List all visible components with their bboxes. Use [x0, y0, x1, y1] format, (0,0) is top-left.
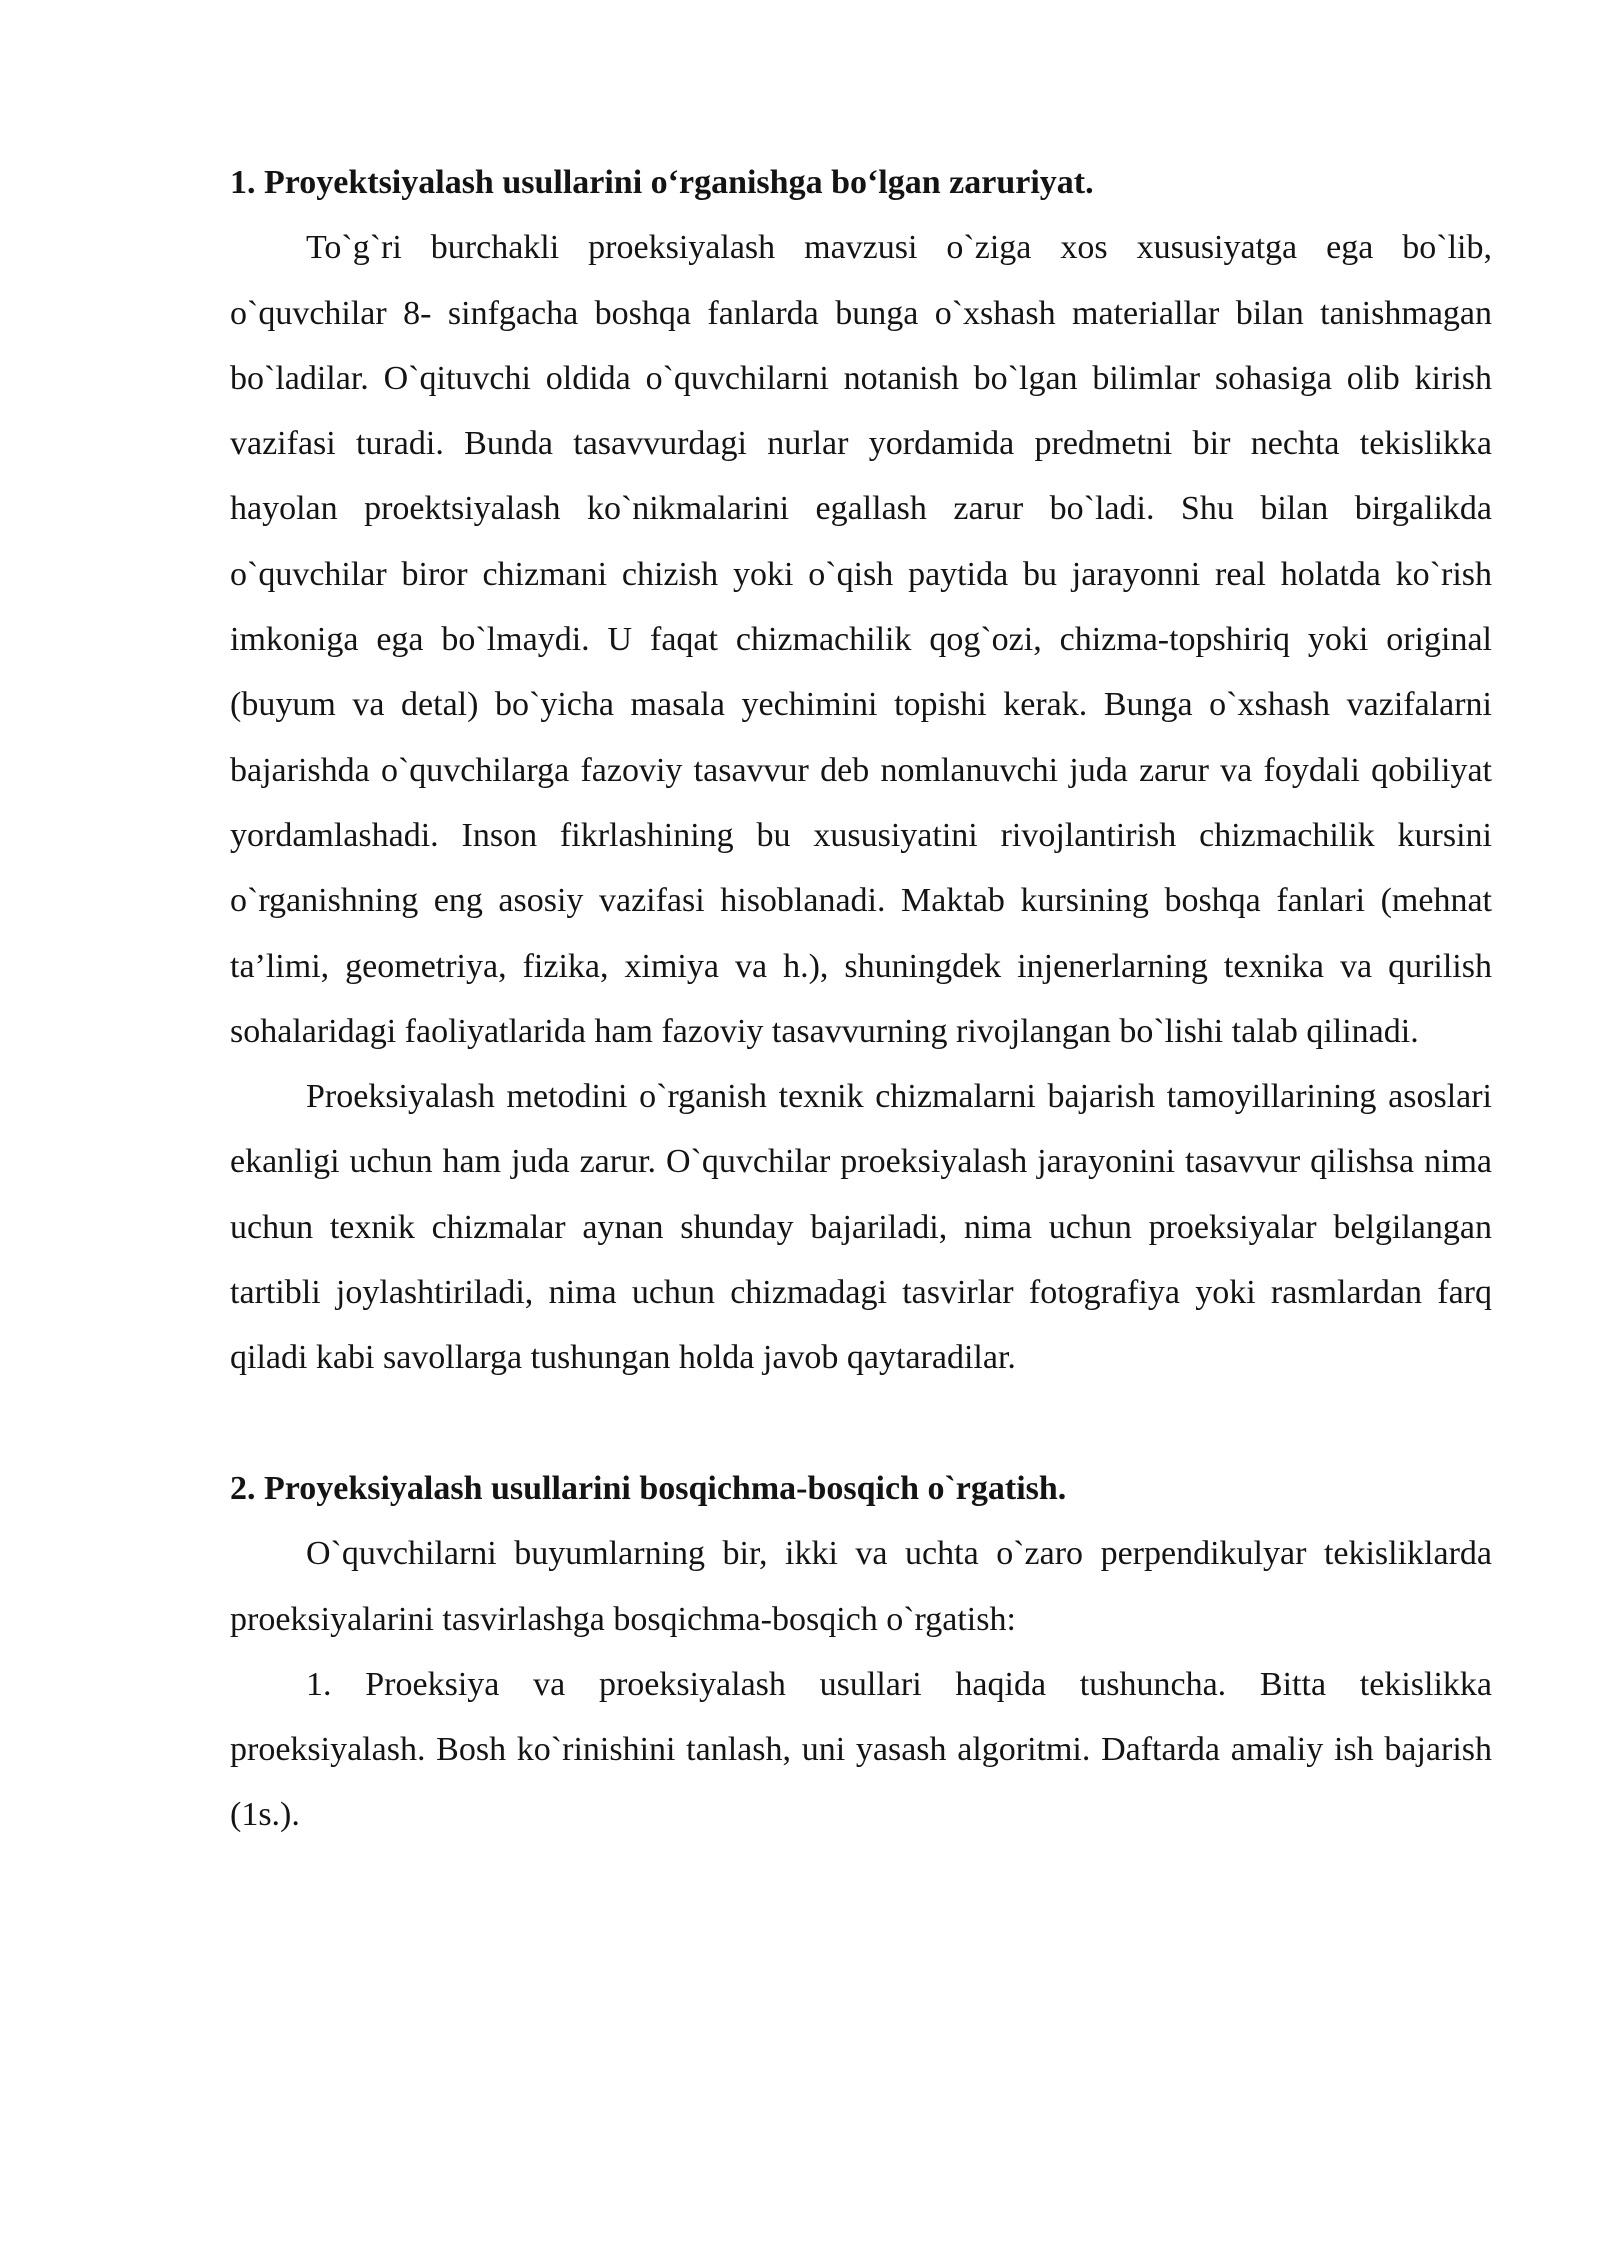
section-2-paragraph-2: 1. Proeksiya va proeksiyalash usullari haqida tushuncha. Bitta tekislikka proeksiyalash. Bosh ko`rinishini tanlash, uni yasash algoritmi. Daftarda amaliy ish bajarish (1s.).: [230, 1665, 1492, 1834]
section-1-heading: 1. Proyektsiyalash usullarini o‘rganishga bo‘lgan zaruriyat.: [230, 164, 1094, 201]
section-spacer: [230, 1391, 1492, 1456]
section-1-paragraph-1: To`g`ri burchakli proeksiyalash mavzusi o`ziga xos xususiyatga ega bo`lib, o`quvchilar 8- sinfgacha boshqa fanlarda bunga o`xshash materiallar bilan tanishmagan bo`ladilar. O`qituvchi oldida o`quvchilarni notanish bo`lgan bilimlar sohasiga olib kirish vazifasi turadi. Bunda tasavvurdagi nurlar yordamida predmetni bir nechta tekislikka hayolan proektsiyalash ko`nikmalarini egallash zarur bo`ladi. Shu bilan birgalikda o`quvchilar biror chizmani chizish yoki o`qish paytida bu jarayonni real holatda ko`rish imkoniga ega bo`lmaydi. U faqat chizmachilik qog`ozi, chizma-topshiriq yoki original (buyum va detal) bo`yicha masala yechimini topishi kerak. Bunga o`xshash vazifalarni bajarishda o`quvchilarga fazoviy tasavvur deb nomlanuvchi juda zarur va foydali qobiliyat yordamlashadi. Inson fikrlashining bu xususiyatini rivojlantirish chizmachilik kursini o`rganishning eng asosiy vazifasi hisoblanadi. Maktab kursining boshqa fanlari (mehnat ta’limi, geometriya, fizika, ximiya va h.), shuningdek injenerlarning texnika va qurilish sohalaridagi faoliyatlarida ham fazoviy tasavvurning rivojlangan bo`lishi talab qilinadi.: [230, 229, 1492, 1050]
document-page: [230, 150, 1492, 1848]
section-1-paragraph-2: Proeksiyalash metodini o`rganish texnik chizmalarni bajarish tamoyillarining asoslari ekanligi uchun ham juda zarur. O`quvchilar proeksiyalash jarayonini tasavvur qilishsa nima uchun texnik chizmalar aynan shunday bajariladi, nima uchun proeksiyalar belgilangan tartibli joylashtiriladi, nima uchun chizmadagi tasvirlar fotografiya yoki rasmlardan farq qiladi kabi savollarga tushungan holda javob qaytaradilar.: [230, 1078, 1492, 1377]
section-2-heading: 2. Proyeksiyalash usullarini bosqichma-bosqich o`rgatish.: [230, 1469, 1067, 1507]
section-2-paragraph-1: O`quvchilarni buyumlarning bir, ikki va uchta o`zaro perpendikulyar tekisliklarda proeksiyalarini tasvirlashga bosqichma-bosqich o`rgatish:: [230, 1535, 1492, 1638]
